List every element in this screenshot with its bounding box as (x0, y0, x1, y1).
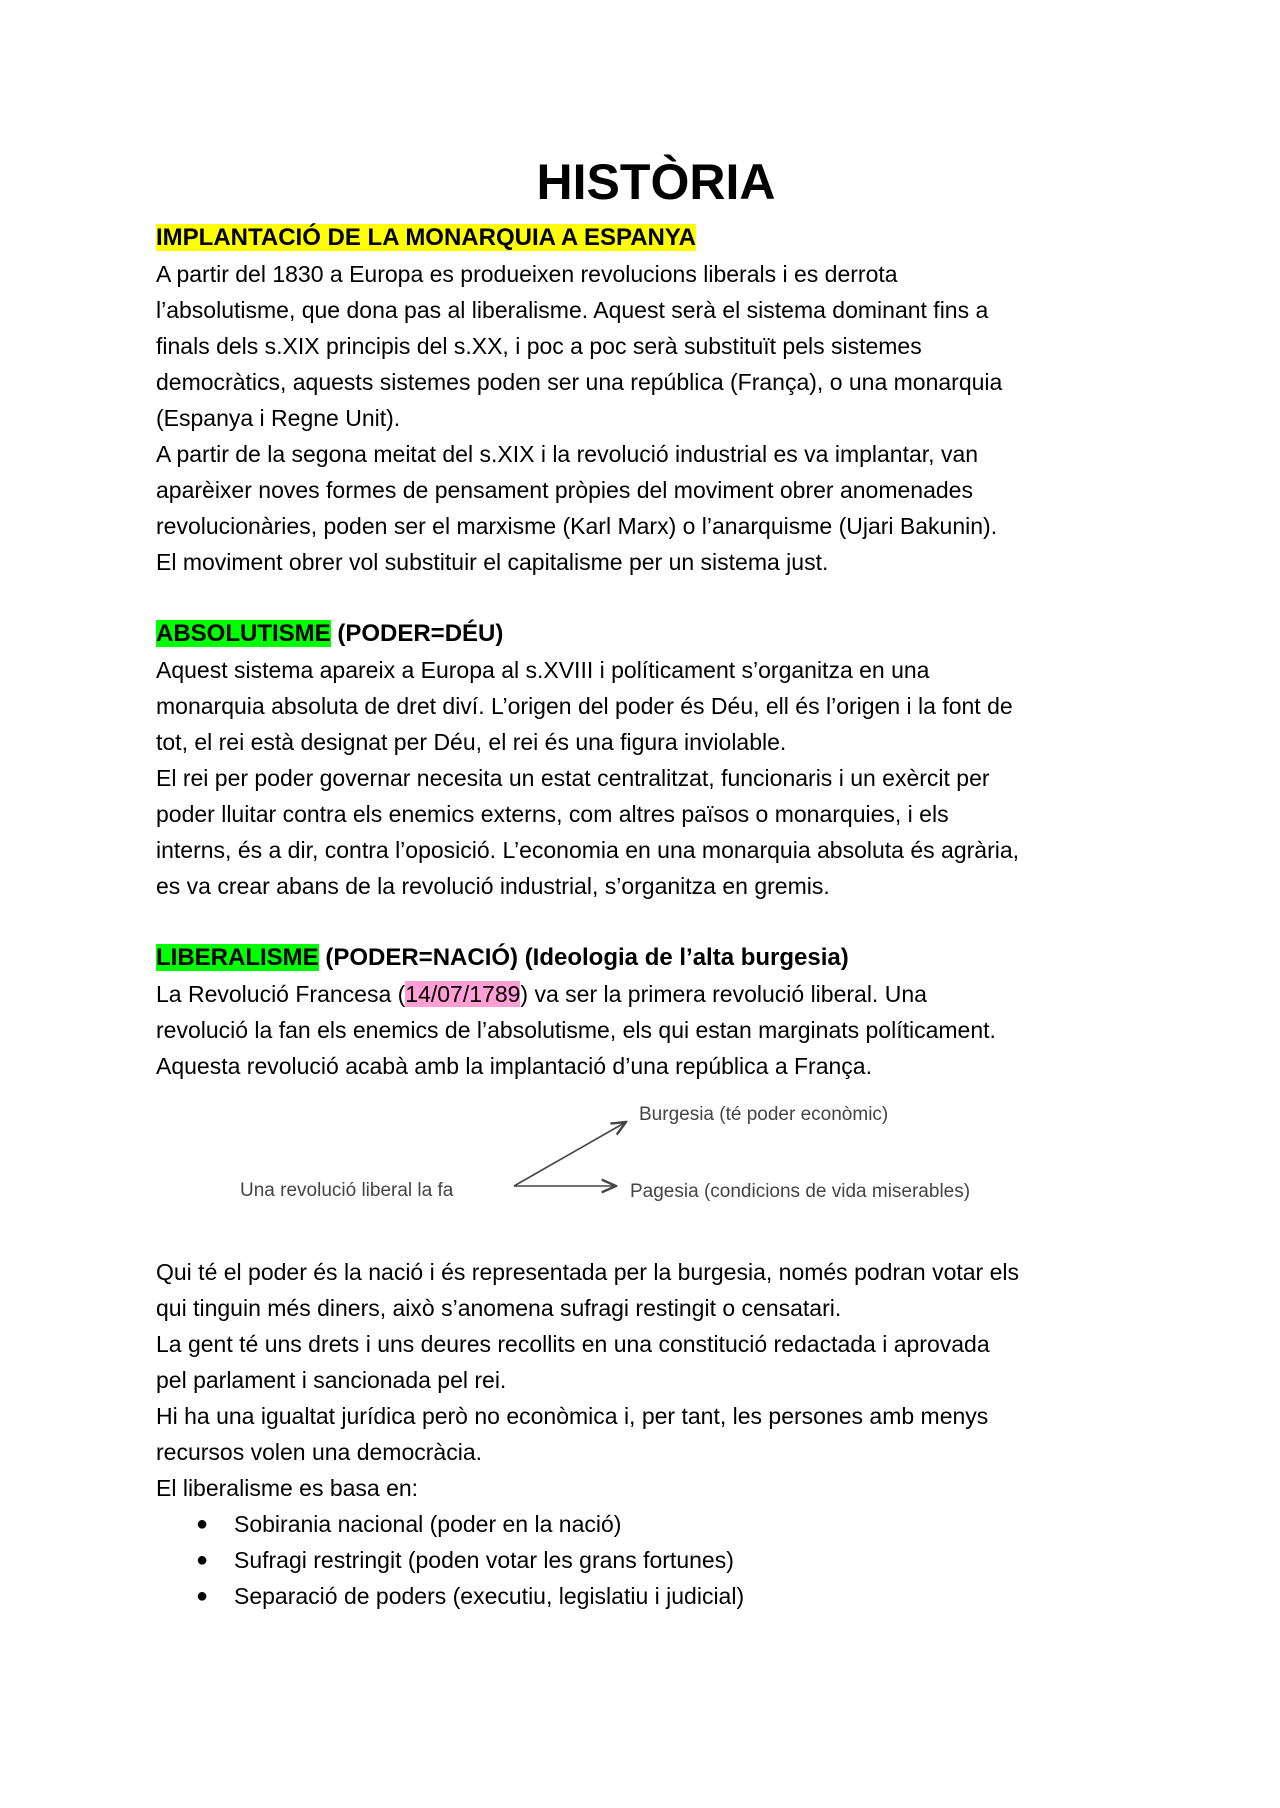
paragraph-line: finals dels s.XIX principis del s.XX, i poc a poc serà substituït pels sistemes (156, 333, 922, 359)
paragraph-line: Qui té el poder és la nació i és representada per la burgesia, només podran votar els (156, 1259, 1020, 1285)
paragraph-line: Aquest sistema apareix a Europa al s.XVIII i políticament s’organitza en una (156, 657, 930, 683)
document-page (156, 150, 1156, 1614)
revolution-diagram (156, 1084, 1156, 1254)
heading-rest: (PODER=NACIÓ) (Ideologia de l’alta burgesia) (318, 944, 849, 971)
diagram-target-pagesia: Pagesia (condicions de vida miserables) (630, 1181, 971, 1202)
paragraph-line: tot, el rei està designat per Déu, el rei és una figura inviolable. (156, 729, 787, 755)
list-item (196, 1578, 1156, 1614)
heading-highlight: LIBERALISME (156, 944, 319, 971)
diagram-target-burgesia: Burgesia (té poder econòmic) (639, 1104, 889, 1125)
bullet-icon: ● (196, 1513, 209, 1535)
paragraph-line: El rei per poder governar necesita un estat centralitzat, funcionaris i un exèrcit per (156, 765, 990, 791)
paragraph-line: Hi ha una igualtat jurídica però no econòmica i, per tant, les persones amb menys (156, 1403, 989, 1429)
page-title: HISTÒRIA (536, 154, 776, 210)
paragraph-line: (Espanya i Regne Unit). (156, 405, 401, 431)
bullet-list (156, 1506, 1156, 1614)
list-item-text: Sobirania nacional (poder en la nació) (234, 1511, 622, 1537)
paragraph-line: A partir del 1830 a Europa es produeixen revolucions liberals i es derrota (156, 261, 898, 287)
paragraph-line: democràtics, aquests sistemes poden ser una república (França), o una monarquia (156, 369, 1003, 395)
paragraph-line: El liberalisme es basa en: (156, 1475, 419, 1501)
spacer (156, 580, 1156, 616)
section-heading-liberalisme (156, 940, 1156, 976)
bullet-icon: ● (196, 1585, 209, 1607)
list-item-text: Sufragi restringit (poden votar les grans fortunes) (234, 1547, 734, 1573)
paragraph-line: La gent té uns drets i uns deures recollits en una constitució redactada i aprovada (156, 1331, 990, 1357)
paragraph-line: qui tinguin més diners, això s’anomena sufragi restingit o censatari. (156, 1295, 842, 1321)
list-item-text: Separació de poders (executiu, legislatiu i judicial) (234, 1583, 745, 1609)
diagram-svg (156, 1084, 1156, 1254)
date-highlight: 14/07/1789 (405, 981, 521, 1007)
paragraph-line: recursos volen una democràcia. (156, 1439, 482, 1465)
paragraph-line: revolució la fan els enemics de l’absolutisme, els qui estan marginats políticament. (156, 1017, 996, 1043)
paragraph-line: revolucionàries, poden ser el marxisme (Karl Marx) o l’anarquisme (Ujari Bakunin). (156, 513, 998, 539)
paragraph-line: l’absolutisme, que dona pas al liberalisme. Aquest serà el sistema dominant fins a (156, 297, 989, 323)
paragraph-line: Aquesta revolució acabà amb la implantació d’una república a França. (156, 1053, 872, 1079)
paragraph-line: El moviment obrer vol substituir el capitalisme per un sistema just. (156, 549, 829, 575)
paragraph-line: pel parlament i sancionada pel rei. (156, 1367, 507, 1393)
paragraph-line: poder lluitar contra els enemics externs, com altres països o monarquies, i els (156, 801, 949, 827)
diagram-source-label: Una revolució liberal la fa (240, 1180, 454, 1201)
arrow-to-burgesia (514, 1122, 626, 1186)
section-heading-monarquia (156, 220, 1156, 256)
paragraph-line: A partir de la segona meitat del s.XIX i la revolució industrial es va implantar, van (156, 441, 979, 467)
heading-highlight: IMPLANTACIÓ DE LA MONARQUIA A ESPANYA (156, 224, 697, 251)
spacer (156, 904, 1156, 940)
paragraph-line: interns, és a dir, contra l’oposició. L’economia en una monarquia absoluta és agrària, (156, 837, 1020, 863)
paragraph-line: aparèixer noves formes de pensament pròpies del moviment obrer anomenades (156, 477, 973, 503)
bullet-icon: ● (196, 1549, 209, 1571)
text-run: La Revolució Francesa ( (156, 981, 406, 1007)
section-heading-absolutisme (156, 616, 1156, 652)
list-item (196, 1542, 1156, 1578)
paragraph-line (156, 976, 1156, 1012)
list-item (196, 1506, 1156, 1542)
heading-highlight: ABSOLUTISME (156, 620, 331, 647)
text-run: ) va ser la primera revolució liberal. Una (520, 981, 927, 1007)
paragraph-line: es va crear abans de la revolució industrial, s’organitza en gremis. (156, 873, 830, 899)
heading-rest: (PODER=DÉU) (330, 620, 504, 647)
paragraph-line: monarquia absoluta de dret diví. L’origen del poder és Déu, ell és l’origen i la font de (156, 693, 1013, 719)
